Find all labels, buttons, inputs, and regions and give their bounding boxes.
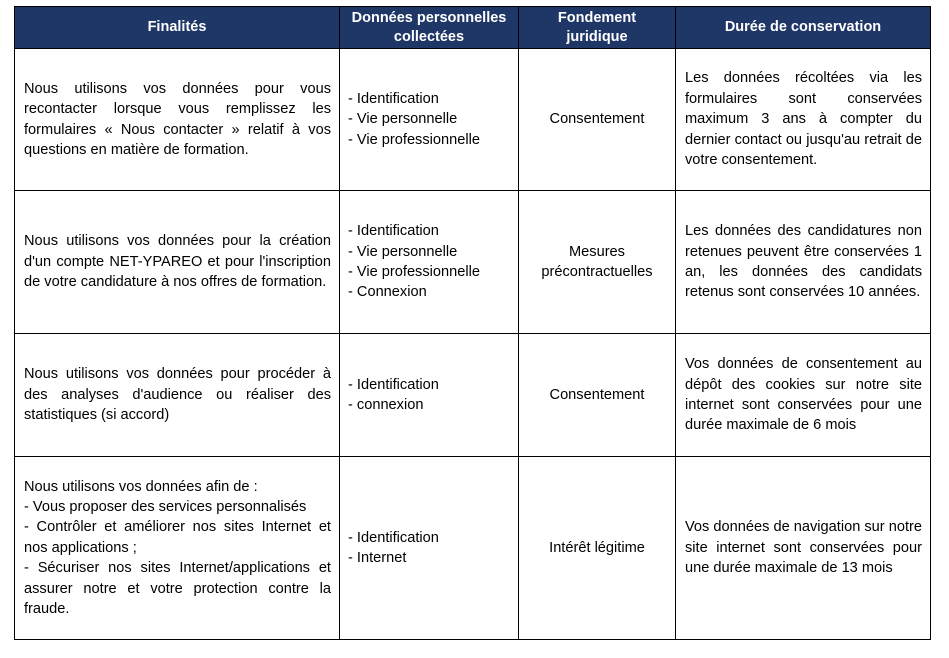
- fondement-cell: Consentement: [519, 49, 676, 191]
- finalite-cell: [15, 457, 340, 640]
- donnees-cell: [340, 334, 519, 457]
- fondement-cell: Intérêt légitime: [519, 457, 676, 640]
- duree-cell: Vos données de navigation sur notre site internet sont conservées pour une durée maximale de 13 mois: [676, 457, 931, 640]
- header-finalites: Finalités: [15, 7, 340, 49]
- duree-cell: Vos données de consentement au dépôt des cookies sur notre site internet sont conservées pour une durée maximale de 6 mois: [676, 334, 931, 457]
- finalite-cell: Nous utilisons vos données pour la création d'un compte NET-YPAREO et pour l'inscription de votre candidature à nos offres de formation.: [15, 191, 340, 334]
- table-row: [15, 457, 931, 640]
- donnee-item: - Identification: [348, 223, 439, 240]
- header-fondement-line2: juridique: [566, 28, 628, 45]
- data-processing-table: [14, 6, 931, 640]
- finalite-item: - Vous proposer des services personnalisés: [24, 498, 307, 515]
- finalite-cell: Nous utilisons vos données pour procéder à des analyses d'audience ou réaliser des statistiques (si accord): [15, 334, 340, 457]
- header-duree: Durée de conservation: [676, 7, 931, 49]
- donnee-item: - Vie professionnelle: [348, 131, 480, 148]
- donnee-item: - Vie personnelle: [348, 243, 458, 260]
- finalite-cell: Nous utilisons vos données pour vous recontacter lorsque vous remplissez les formulaires « Nous contacter » relatif à vos questions en matière de formation.: [15, 49, 340, 191]
- header-donnees-line2: collectées: [393, 28, 465, 45]
- donnees-cell: [340, 49, 519, 191]
- duree-cell: Les données des candidatures non retenues peuvent être conservées 1 an, les données des candidats retenus sont conservées 10 années.: [676, 191, 931, 334]
- donnees-cell: [340, 191, 519, 334]
- duree-cell: Les données récoltées via les formulaires sont conservées maximum 3 ans à compter du dernier contact ou jusqu'au retrait de votre consentement.: [676, 49, 931, 191]
- finalite-intro: Nous utilisons vos données afin de :: [24, 478, 258, 495]
- donnee-item: - Identification: [348, 376, 439, 393]
- donnee-item: - Connexion: [348, 284, 427, 301]
- donnee-item: - Vie professionnelle: [348, 264, 480, 280]
- fondement-cell: Mesures précontractuelles: [519, 191, 676, 334]
- donnees-cell: [340, 457, 519, 640]
- finalite-item: - Sécuriser nos sites Internet/applications et assurer notre et votre protection contre la fraude.: [24, 560, 331, 618]
- table-header-row: [15, 7, 931, 49]
- table-row: [15, 191, 931, 334]
- donnee-item: - connexion: [348, 397, 424, 413]
- table-row: [15, 49, 931, 191]
- donnee-item: - Identification: [348, 90, 439, 107]
- donnee-item: - Internet: [348, 550, 407, 566]
- finalite-item: - Contrôler et améliorer nos sites Internet et nos applications ;: [24, 519, 331, 556]
- fondement-cell: Consentement: [519, 334, 676, 457]
- header-fondement: [519, 7, 676, 49]
- header-fondement-line1: Fondement: [557, 9, 637, 26]
- header-donnees-line1: Données personnelles: [351, 9, 507, 26]
- header-donnees: [340, 7, 519, 49]
- donnee-item: - Vie personnelle: [348, 111, 458, 128]
- table-row: [15, 334, 931, 457]
- donnee-item: - Identification: [348, 529, 439, 546]
